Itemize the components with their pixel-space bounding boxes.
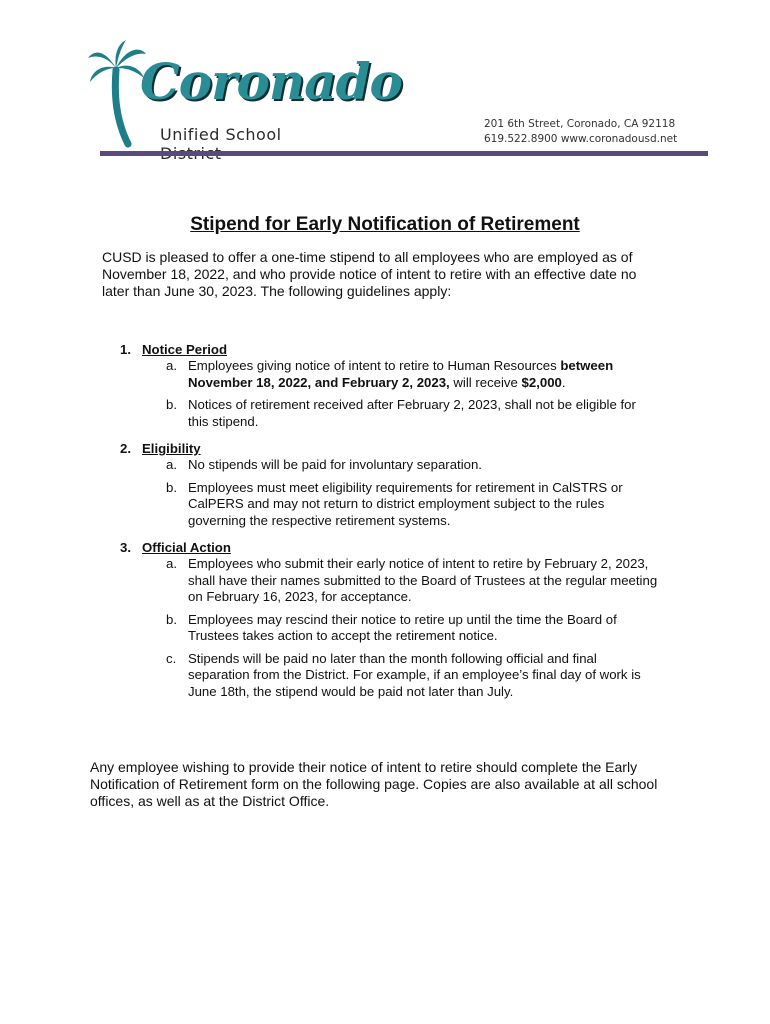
list-item: [166, 397, 660, 430]
item-text: Stipends will be paid no later than the month following official and final separation from the District. For example, if an employee’s final day of work is June 18th, the stipend would be paid not later than July.: [188, 650, 641, 699]
section-heading: [120, 539, 660, 556]
item-letter: a.: [166, 358, 177, 373]
item-letter: a.: [166, 556, 177, 571]
address-line: 201 6th Street, Coronado, CA 92118: [484, 118, 676, 130]
logo-wordmark: Coronado: [140, 52, 402, 111]
item-letter: b.: [166, 611, 177, 627]
district-logo: [86, 40, 402, 150]
section-label: Notice Period: [142, 342, 228, 357]
list-item: [166, 480, 660, 530]
item-text: Employees who submit their early notice of intent to retire by February 2, 2023, shall have their names submitted to the Board of Trustees at the regular meeting on February 16, 2023, for acceptance.: [188, 556, 658, 604]
guidelines-list: [120, 341, 660, 710]
section-official-action: [120, 539, 660, 700]
section-items: [120, 457, 660, 529]
palm-tree-icon: [86, 40, 146, 148]
list-item: [166, 556, 660, 606]
item-text: Employees giving notice of intent to retire to Human Resources: [188, 358, 561, 373]
item-text: Employees may rescind their notice to retire up until the time the Board of Trustees takes action to accept the retirement notice.: [188, 611, 617, 643]
intro-paragraph: CUSD is pleased to offer a one-time stipend to all employees who are employed as of November 18, 2022, and who provide notice of intent to retire with an effective date no later than June 30, 2023. The following guidelines apply:: [102, 249, 637, 299]
list-item: [166, 651, 660, 701]
contact-line: 619.522.8900 www.coronadousd.net: [484, 133, 678, 145]
item-letter: c.: [166, 650, 177, 666]
section-eligibility: [120, 440, 660, 529]
item-letter: b.: [166, 397, 177, 412]
list-item: [166, 612, 660, 645]
list-item: [166, 358, 660, 391]
item-text: will receive: [449, 374, 522, 390]
item-text: No stipends will be paid for involuntary separation.: [188, 457, 482, 472]
district-address: [484, 117, 677, 147]
page-title: Stipend for Early Notification of Retirement: [190, 214, 580, 235]
section-number: 3.: [120, 540, 131, 555]
item-text: Notices of retirement received after February 2, 2023, shall not be eligible for this stipend.: [188, 397, 636, 429]
section-number: 2.: [120, 441, 131, 456]
section-heading: [120, 341, 660, 358]
closing-paragraph: Any employee wishing to provide their notice of intent to retire should complete the Early Notification of Retirement form on the following page. Copies are also available at all school offices, as well as at the District Office.: [90, 759, 658, 809]
item-letter: a.: [166, 457, 177, 472]
item-bold-dates: between November 18, 2022, and February 2, 2023,: [188, 358, 614, 390]
item-letter: b.: [166, 479, 177, 495]
item-text: Employees must meet eligibility requirements for retirement in CalSTRS or CalPERS and may not return to district employment subject to the rules governing the respective retirement systems.: [188, 479, 623, 528]
item-text: .: [561, 374, 566, 390]
section-label: Official Action: [142, 540, 231, 555]
section-items: [120, 556, 660, 700]
section-notice-period: [120, 341, 660, 430]
section-items: [120, 358, 660, 430]
section-number: 1.: [120, 342, 131, 357]
item-bold-amount: $2,000: [521, 374, 562, 390]
logo-subtitle: Unified School: [160, 125, 282, 144]
section-heading: [120, 440, 660, 457]
list-item: [166, 457, 660, 474]
section-label: Eligibility: [142, 441, 201, 456]
header-divider: [100, 151, 708, 156]
